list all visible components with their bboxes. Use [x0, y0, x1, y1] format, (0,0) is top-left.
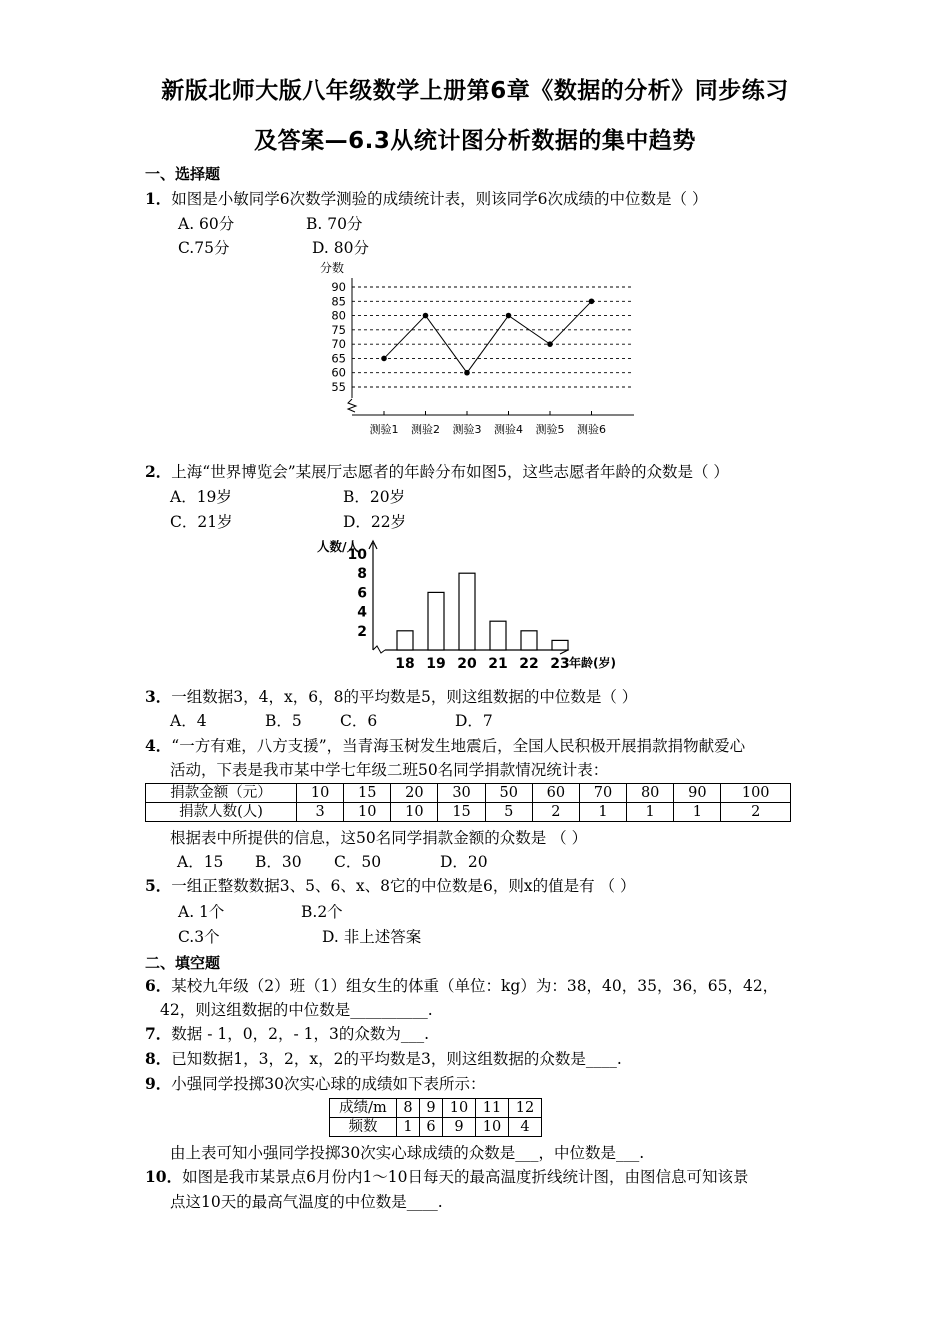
table-cell: 1 [627, 803, 674, 822]
question-9 [145, 1074, 486, 1094]
y-tick-label: 75 [331, 322, 346, 337]
question-5 [145, 876, 635, 896]
x-tick-label: 22 [519, 656, 539, 672]
question-text: 数据 - 1，0，2，- 1，3的众数为___. [171, 1025, 430, 1043]
data-point [506, 313, 512, 319]
question-4-prompt: 根据表中所提供的信息，这50名同学捐款金额的众数是 （ ） [170, 829, 588, 847]
section-fill-heading: 二、填空题 [145, 954, 221, 972]
line-chart-scores [300, 258, 660, 448]
axis-break-mark [373, 646, 385, 653]
y-tick-label: 80 [331, 308, 346, 323]
option-a: A. 60分 [178, 215, 235, 233]
option-b: B.2个 [301, 903, 343, 921]
table-cell: 3 [297, 803, 344, 822]
x-tick-label: 测验6 [577, 423, 606, 436]
row-label: 捐款人数(人) [146, 803, 297, 822]
bar [521, 631, 537, 650]
data-point [547, 341, 553, 347]
table-cell: 4 [509, 1118, 542, 1137]
question-text: “一方有难，八方支援”，当青海玉树发生地震后，全国人民积极开展捐款捐物献爱心 [171, 737, 746, 755]
table-cell: 11 [476, 1099, 509, 1118]
bar [459, 573, 475, 650]
option-d: D．20 [440, 853, 488, 871]
table-cell: 10 [443, 1099, 476, 1118]
question-text: 一组数据3，4，x，6，8的平均数是5，则这组数据的中位数是（ ） [171, 688, 638, 706]
row-label: 捐款金额（元） [146, 784, 297, 803]
question-10-continued: 点这10天的最高气温度的中位数是____. [170, 1193, 443, 1211]
question-number: 5． [145, 876, 172, 895]
series-line [384, 301, 592, 372]
table-cell: 15 [438, 803, 485, 822]
bar [490, 621, 506, 650]
y-tick-label: 4 [357, 604, 367, 621]
question-number: 2． [145, 462, 172, 481]
x-tick-label: 18 [395, 656, 415, 672]
y-axis-label: 人数/人 [317, 539, 360, 554]
question-8 [145, 1049, 622, 1069]
question-number: 7． [145, 1024, 172, 1043]
bar [397, 631, 413, 650]
option-d: D．22岁 [343, 513, 407, 531]
table-cell: 8 [397, 1099, 420, 1118]
table-cell: 10 [344, 803, 391, 822]
question-7 [145, 1024, 429, 1044]
option-d: D. 非上述答案 [322, 928, 422, 946]
question-text: 如图是我市某景点6月份内1～10日每天的最高温度折线统计图，由图信息可知该景 [182, 1168, 749, 1186]
table-cell: 5 [485, 803, 532, 822]
table-row [146, 784, 791, 803]
question-text: 一组正整数数据3、5、6、x、8它的中位数是6，则x的值是有 （ ） [171, 877, 636, 895]
question-text: 上海“世界博览会”某展厅志愿者的年龄分布如图5，这些志愿者年龄的众数是（ ） [171, 463, 729, 481]
y-tick-label: 65 [331, 351, 346, 366]
option-a: A．4 [170, 712, 207, 730]
table-cell: 15 [344, 784, 391, 803]
table-cell: 30 [438, 784, 485, 803]
y-tick-label: 2 [357, 623, 367, 640]
table-cell: 80 [627, 784, 674, 803]
table-row [330, 1118, 542, 1137]
table-row [330, 1099, 542, 1118]
question-6-continued: 42，则这组数据的中位数是__________. [160, 1001, 433, 1019]
question-text: 小强同学投掷30次实心球的成绩如下表所示： [171, 1075, 486, 1093]
data-point [464, 370, 470, 376]
y-tick-label: 85 [331, 294, 346, 309]
table-cell: 2 [532, 803, 579, 822]
question-text: 如图是小敏同学6次数学测验的成绩统计表，则该同学6次成绩的中位数是（ ） [171, 190, 708, 208]
x-tick-label: 测验2 [411, 423, 440, 436]
table-cell: 9 [420, 1099, 443, 1118]
option-c: C.75分 [178, 239, 230, 257]
bar-chart-ages [315, 535, 655, 680]
question-6 [145, 976, 778, 996]
y-tick-label: 90 [331, 280, 346, 294]
question-1 [145, 189, 707, 209]
question-4-continued: 活动，下表是我市某中学七年级二班50名同学捐款情况统计表： [170, 761, 609, 779]
table-cell: 10 [476, 1118, 509, 1137]
question-text: 某校九年级（2）班（1）组女生的体重（单位：kg）为：38，40，35，36，65，42， [171, 977, 779, 995]
table-cell: 90 [674, 784, 721, 803]
throw-score-table [329, 1098, 542, 1137]
data-point [381, 356, 387, 362]
question-3 [145, 687, 637, 707]
x-tick-label: 测验1 [369, 423, 399, 436]
section-choice-heading: 一、选择题 [145, 165, 221, 183]
x-tick-label: 测验4 [494, 423, 523, 436]
table-cell: 6 [420, 1118, 443, 1137]
table-cell: 100 [721, 784, 791, 803]
y-tick-label: 10 [347, 547, 367, 563]
question-9-prompt: 由上表可知小强同学投掷30次实心球成绩的众数是___，中位数是___. [170, 1144, 645, 1162]
question-number: 9． [145, 1074, 172, 1093]
question-number: 8． [145, 1049, 172, 1068]
y-tick-label: 6 [357, 585, 367, 602]
y-tick-label: 55 [331, 380, 346, 394]
data-point [423, 313, 429, 319]
option-d: D．7 [455, 712, 493, 730]
question-number: 10． [145, 1167, 183, 1186]
question-10 [145, 1167, 749, 1187]
option-a: A．15 [177, 853, 224, 871]
data-point [589, 298, 595, 304]
question-4 [145, 736, 745, 756]
y-tick-label: 70 [331, 337, 346, 352]
table-cell: 60 [532, 784, 579, 803]
x-tick-label: 21 [488, 656, 508, 672]
x-tick-label: 20 [457, 656, 477, 672]
x-tick-label: 23 [550, 656, 570, 672]
table-cell: 10 [391, 803, 438, 822]
y-axis-label: 分数 [320, 261, 345, 275]
table-cell: 1 [579, 803, 626, 822]
y-tick-label: 8 [357, 566, 367, 583]
row-label: 成绩/m [330, 1099, 397, 1118]
table-cell: 9 [443, 1118, 476, 1137]
question-2 [145, 462, 729, 482]
title-line-1: 新版北师大版八年级数学上册第6章《数据的分析》同步练习 [161, 78, 789, 104]
x-tick-label: 测验3 [452, 423, 482, 436]
row-label: 频数 [330, 1118, 397, 1137]
option-c: C．21岁 [170, 513, 233, 531]
option-b: B. 70分 [306, 215, 363, 233]
table-row [146, 803, 791, 822]
option-b: B．20岁 [343, 488, 406, 506]
axis-break-mark [348, 399, 356, 412]
option-b: B．5 [265, 712, 302, 730]
x-tick-label: 测验5 [535, 423, 565, 436]
table-cell: 2 [721, 803, 791, 822]
option-a: A．19岁 [170, 488, 232, 506]
table-cell: 50 [485, 784, 532, 803]
option-c: C.3个 [178, 928, 220, 946]
table-cell: 12 [509, 1099, 542, 1118]
x-axis-label: 年龄(岁) [569, 656, 616, 670]
bar [428, 592, 444, 650]
option-b: B．30 [255, 853, 302, 871]
question-number: 1． [145, 189, 172, 208]
question-number: 3． [145, 687, 172, 706]
table-cell: 10 [297, 784, 344, 803]
question-number: 4． [145, 736, 172, 755]
table-cell: 1 [397, 1118, 420, 1137]
question-text: 已知数据1，3，2，x，2的平均数是3，则这组数据的众数是____. [171, 1050, 622, 1068]
y-tick-label: 60 [331, 365, 346, 380]
donation-table [145, 783, 791, 822]
option-a: A. 1个 [178, 903, 225, 921]
x-tick-label: 19 [426, 656, 446, 672]
option-d: D. 80分 [312, 239, 369, 257]
question-number: 6． [145, 976, 172, 995]
table-cell: 20 [391, 784, 438, 803]
bar [552, 640, 568, 650]
option-c: C．50 [334, 853, 382, 871]
table-cell: 70 [579, 784, 626, 803]
table-cell: 1 [674, 803, 721, 822]
option-c: C．6 [340, 712, 378, 730]
title-line-2: 及答案—6.3从统计图分析数据的集中趋势 [254, 128, 696, 154]
